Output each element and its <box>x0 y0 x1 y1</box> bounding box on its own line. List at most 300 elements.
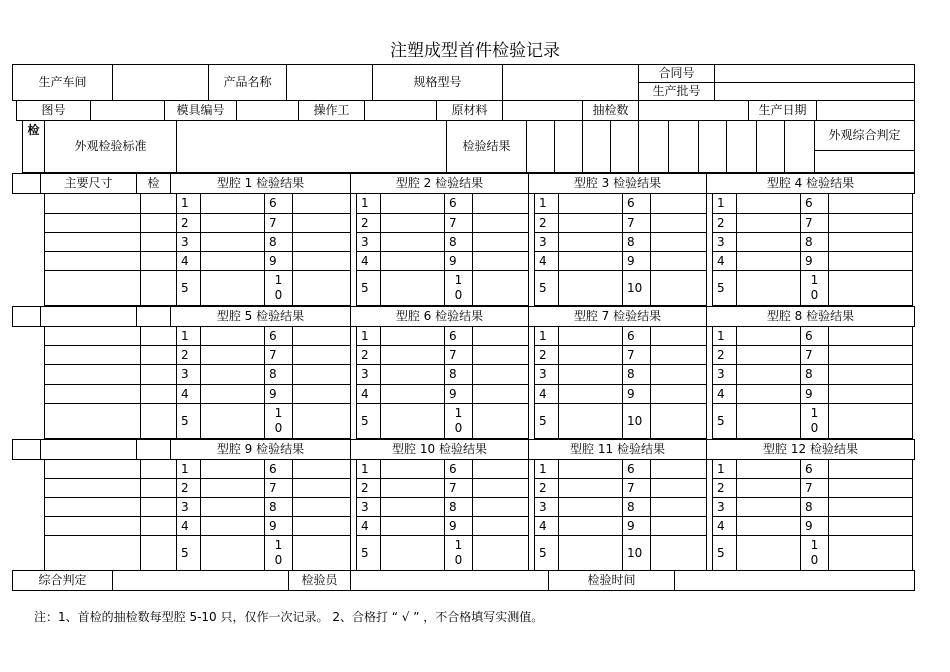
batch-field[interactable] <box>714 82 915 101</box>
sample-value-field[interactable] <box>558 384 623 404</box>
check-field[interactable] <box>140 516 177 536</box>
sample-value-field[interactable] <box>472 345 529 365</box>
sample-index: 1 0 <box>264 403 293 439</box>
overall-judge-label: 综合判定 <box>12 570 113 591</box>
sample-value-field[interactable] <box>558 193 623 214</box>
sample-value-field[interactable] <box>650 478 707 498</box>
appearance-result-box[interactable] <box>726 120 757 173</box>
sample-index: 1 <box>712 193 737 214</box>
sample-value-field[interactable] <box>292 251 351 271</box>
sample-index: 5 <box>534 535 559 571</box>
sample-index: 9 <box>444 251 473 271</box>
cavity-result-title: 型腔 5 检验结果 <box>170 306 351 327</box>
sample-index: 4 <box>356 384 381 404</box>
sample-value-field[interactable] <box>200 213 265 233</box>
sample-index: 8 <box>264 232 293 252</box>
sample-value-field[interactable] <box>472 364 529 385</box>
check-field[interactable] <box>140 535 177 571</box>
sample-index: 4 <box>712 384 737 404</box>
sample-value-field[interactable] <box>380 364 445 385</box>
check-field[interactable] <box>140 326 177 346</box>
sample-index: 7 <box>264 478 293 498</box>
sample-value-field[interactable] <box>380 232 445 252</box>
sample-value-field[interactable] <box>200 403 265 439</box>
sample-index: 10 <box>622 403 651 439</box>
sample-index: 4 <box>534 384 559 404</box>
sample-index: 6 <box>800 326 829 346</box>
sample-index: 1 <box>712 326 737 346</box>
sample-index: 1 <box>712 459 737 479</box>
appearance-result-label: 检验结果 <box>446 120 527 173</box>
sample-value-field[interactable] <box>650 497 707 517</box>
drawing-label: 图号 <box>16 100 91 121</box>
sample-index: 4 <box>712 516 737 536</box>
sample-index: 7 <box>800 213 829 233</box>
sample-value-field[interactable] <box>200 326 265 346</box>
sample-value-field[interactable] <box>558 535 623 571</box>
sample-value-field[interactable] <box>736 478 801 498</box>
sample-value-field[interactable] <box>200 193 265 214</box>
check-field[interactable] <box>140 497 177 517</box>
sample-value-field[interactable] <box>650 193 707 214</box>
workshop-field[interactable] <box>112 64 209 101</box>
sample-value-field[interactable] <box>736 364 801 385</box>
sample-index: 5 <box>712 403 737 439</box>
appearance-standard-label: 外观检验标准 <box>44 120 177 173</box>
sample-index: 8 <box>622 497 651 517</box>
sample-value-field[interactable] <box>828 326 913 346</box>
sample-index: 7 <box>264 345 293 365</box>
sample-value-field[interactable] <box>736 270 801 306</box>
sample-value-field[interactable] <box>292 459 351 479</box>
check-field[interactable] <box>140 478 177 498</box>
sample-index: 9 <box>622 516 651 536</box>
sample-value-field[interactable] <box>200 459 265 479</box>
sample-value-field[interactable] <box>472 516 529 536</box>
cavity-result-title: 型腔 6 检验结果 <box>350 306 529 327</box>
sample-index: 1 <box>176 326 201 346</box>
sample-value-field[interactable] <box>828 345 913 365</box>
main-size-field[interactable] <box>44 516 141 536</box>
main-size-field[interactable] <box>44 345 141 365</box>
sample-value-field[interactable] <box>200 364 265 385</box>
date-label: 生产日期 <box>748 100 817 121</box>
main-size-field[interactable] <box>44 270 141 306</box>
sample-index: 9 <box>622 384 651 404</box>
sample-index: 6 <box>444 326 473 346</box>
sample-value-field[interactable] <box>472 497 529 517</box>
sample-value-field[interactable] <box>292 516 351 536</box>
check-field[interactable] <box>140 403 177 439</box>
sample-value-field[interactable] <box>558 251 623 271</box>
cavity-result-title: 型腔 8 检验结果 <box>706 306 915 327</box>
sample-value-field[interactable] <box>828 384 913 404</box>
sample-index: 5 <box>712 535 737 571</box>
batch-label: 生产批号 <box>638 82 715 101</box>
sample-index: 10 <box>622 270 651 306</box>
sample-index: 4 <box>356 251 381 271</box>
cavity-result-title: 型腔 12 检验结果 <box>706 439 915 460</box>
contract-field[interactable] <box>714 64 915 83</box>
sample-value-field[interactable] <box>650 232 707 252</box>
cavity-result-title: 型腔 10 检验结果 <box>350 439 529 460</box>
sample-index: 1 0 <box>444 270 473 306</box>
main-size-field[interactable] <box>44 326 141 346</box>
sample-value-field[interactable] <box>736 384 801 404</box>
inspector-field[interactable] <box>350 570 549 591</box>
sample-index: 2 <box>356 213 381 233</box>
sample-value-field[interactable] <box>828 403 913 439</box>
sample-value-field[interactable] <box>650 326 707 346</box>
sample-value-field[interactable] <box>292 478 351 498</box>
sample-index: 3 <box>356 364 381 385</box>
sample-value-field[interactable] <box>380 345 445 365</box>
sample-value-field[interactable] <box>380 403 445 439</box>
sample-index: 3 <box>712 364 737 385</box>
sample-index: 6 <box>264 193 293 214</box>
sample-index: 9 <box>800 251 829 271</box>
sample-index: 9 <box>264 516 293 536</box>
sample-value-field[interactable] <box>472 326 529 346</box>
sample-value-field[interactable] <box>558 364 623 385</box>
sample-value-field[interactable] <box>828 478 913 498</box>
sample-index: 4 <box>356 516 381 536</box>
sample-index: 8 <box>444 497 473 517</box>
sample-value-field[interactable] <box>736 459 801 479</box>
sample-value-field[interactable] <box>736 251 801 271</box>
main-size-field[interactable] <box>44 384 141 404</box>
sample-value-field[interactable] <box>292 403 351 439</box>
sample-value-field[interactable] <box>828 364 913 385</box>
sample-index: 4 <box>534 516 559 536</box>
sample-index: 8 <box>444 232 473 252</box>
sample-value-field[interactable] <box>472 193 529 214</box>
sample-value-field[interactable] <box>558 516 623 536</box>
sample-index: 7 <box>264 213 293 233</box>
sample-index: 1 <box>176 459 201 479</box>
sample-index: 7 <box>622 213 651 233</box>
sample-value-field[interactable] <box>472 459 529 479</box>
sample-index: 3 <box>176 232 201 252</box>
check-field[interactable] <box>140 364 177 385</box>
sample-value-field[interactable] <box>828 497 913 517</box>
sample-index: 2 <box>356 478 381 498</box>
sample-index: 3 <box>712 497 737 517</box>
sample-index: 1 <box>356 326 381 346</box>
main-size-field[interactable] <box>44 213 141 233</box>
drawing-field[interactable] <box>90 100 165 121</box>
sample-index: 7 <box>800 345 829 365</box>
sample-index: 8 <box>444 364 473 385</box>
sample-value-field[interactable] <box>736 232 801 252</box>
sample-value-field[interactable] <box>292 232 351 252</box>
cavity-result-title: 型腔 2 检验结果 <box>350 173 529 194</box>
sample-value-field[interactable] <box>380 478 445 498</box>
sample-value-field[interactable] <box>472 213 529 233</box>
sample-value-field[interactable] <box>828 459 913 479</box>
sample-value-field[interactable] <box>736 345 801 365</box>
main-size-field[interactable] <box>44 535 141 571</box>
material-field[interactable] <box>502 100 583 121</box>
product-name-label: 产品名称 <box>208 64 287 101</box>
sample-value-field[interactable] <box>558 326 623 346</box>
sample-value-field[interactable] <box>380 193 445 214</box>
appearance-result-box[interactable] <box>554 120 583 173</box>
main-size-field[interactable] <box>44 403 141 439</box>
sample-value-field[interactable] <box>828 251 913 271</box>
sample-value-field[interactable] <box>558 478 623 498</box>
sample-value-field[interactable] <box>472 270 529 306</box>
sample-value-field[interactable] <box>380 213 445 233</box>
sample-index: 1 <box>534 193 559 214</box>
main-size-field[interactable] <box>44 478 141 498</box>
sample-index: 6 <box>264 326 293 346</box>
sample-value-field[interactable] <box>292 497 351 517</box>
sample-value-field[interactable] <box>380 459 445 479</box>
sample-value-field[interactable] <box>828 232 913 252</box>
date-field[interactable] <box>816 100 915 121</box>
spec-field[interactable] <box>502 64 639 101</box>
sample-value-field[interactable] <box>472 535 529 571</box>
check-field[interactable] <box>140 213 177 233</box>
cavity-result-title: 型腔 9 检验结果 <box>170 439 351 460</box>
sample-value-field[interactable] <box>380 516 445 536</box>
sample-value-field[interactable] <box>650 213 707 233</box>
sample-value-field[interactable] <box>380 251 445 271</box>
sample-index: 9 <box>800 516 829 536</box>
sample-index: 9 <box>622 251 651 271</box>
sample-value-field[interactable] <box>736 193 801 214</box>
sample-value-field[interactable] <box>200 232 265 252</box>
mold-field[interactable] <box>236 100 299 121</box>
sample-index: 1 0 <box>800 403 829 439</box>
sample-value-field[interactable] <box>650 345 707 365</box>
main-size-header <box>40 439 137 460</box>
dim-index-header <box>12 306 41 327</box>
check-field[interactable] <box>140 232 177 252</box>
sample-index: 2 <box>356 345 381 365</box>
sample-index: 6 <box>800 459 829 479</box>
sample-value-field[interactable] <box>650 364 707 385</box>
appearance-result-box[interactable] <box>668 120 699 173</box>
check-field[interactable] <box>140 251 177 271</box>
inspection-time-field[interactable] <box>674 570 915 591</box>
sample-value-field[interactable] <box>558 232 623 252</box>
sample-index: 9 <box>444 384 473 404</box>
sample-index: 10 <box>622 535 651 571</box>
sample-value-field[interactable] <box>650 516 707 536</box>
check-field[interactable] <box>140 459 177 479</box>
main-size-field[interactable] <box>44 251 141 271</box>
sample-index: 6 <box>622 326 651 346</box>
sample-value-field[interactable] <box>292 364 351 385</box>
appearance-result-box[interactable] <box>784 120 815 173</box>
sample-value-field[interactable] <box>828 516 913 536</box>
check-field[interactable] <box>140 384 177 404</box>
sample-index: 1 <box>176 193 201 214</box>
sample-index: 5 <box>176 403 201 439</box>
sample-index: 6 <box>264 459 293 479</box>
sample-index: 7 <box>622 478 651 498</box>
sample-value-field[interactable] <box>292 270 351 306</box>
sample-value-field[interactable] <box>650 535 707 571</box>
appearance-standard-field[interactable] <box>176 120 447 173</box>
sample-index: 8 <box>264 364 293 385</box>
sample-index: 3 <box>534 497 559 517</box>
sample-value-field[interactable] <box>736 497 801 517</box>
sample-index: 1 0 <box>444 403 473 439</box>
sample-index: 1 0 <box>800 270 829 306</box>
sample-value-field[interactable] <box>200 497 265 517</box>
appearance-result-box[interactable] <box>582 120 611 173</box>
sample-index: 7 <box>444 213 473 233</box>
sample-value-field[interactable] <box>828 213 913 233</box>
check-char: 检 <box>22 120 45 173</box>
overall-judge-field[interactable] <box>112 570 289 591</box>
contract-label: 合同号 <box>638 64 715 83</box>
sample-index: 4 <box>176 516 201 536</box>
main-size-field[interactable] <box>44 232 141 252</box>
sample-index: 6 <box>622 459 651 479</box>
inspector-label: 检验员 <box>288 570 351 591</box>
sample-index: 3 <box>356 497 381 517</box>
sample-index: 3 <box>534 232 559 252</box>
sample-value-field[interactable] <box>736 535 801 571</box>
sample-value-field[interactable] <box>558 270 623 306</box>
sample-value-field[interactable] <box>828 270 913 306</box>
sample-value-field[interactable] <box>380 384 445 404</box>
sample-index: 6 <box>622 193 651 214</box>
sample-value-field[interactable] <box>650 251 707 271</box>
operator-label: 操作工 <box>298 100 365 121</box>
spec-label: 规格型号 <box>372 64 503 101</box>
sample-value-field[interactable] <box>828 193 913 214</box>
appearance-result-box[interactable] <box>610 120 639 173</box>
sample-value-field[interactable] <box>472 478 529 498</box>
main-size-field[interactable] <box>44 497 141 517</box>
sample-index: 5 <box>356 403 381 439</box>
sample-index: 2 <box>712 213 737 233</box>
sample-index: 2 <box>176 478 201 498</box>
sample-value-field[interactable] <box>200 478 265 498</box>
sample-index: 9 <box>800 384 829 404</box>
operator-field[interactable] <box>364 100 437 121</box>
sample-value-field[interactable] <box>380 535 445 571</box>
sample-value-field[interactable] <box>828 535 913 571</box>
sample-value-field[interactable] <box>472 403 529 439</box>
sample-value-field[interactable] <box>472 251 529 271</box>
sample-value-field[interactable] <box>200 535 265 571</box>
check-header <box>136 439 171 460</box>
cavity-result-title: 型腔 3 检验结果 <box>528 173 707 194</box>
appearance-judge-field[interactable] <box>814 150 915 173</box>
sample-index: 4 <box>176 251 201 271</box>
cavity-result-title: 型腔 4 检验结果 <box>706 173 915 194</box>
check-field[interactable] <box>140 270 177 306</box>
sample-value-field[interactable] <box>380 326 445 346</box>
appearance-result-box[interactable] <box>638 120 669 173</box>
sample-index: 4 <box>176 384 201 404</box>
sample-value-field[interactable] <box>292 193 351 214</box>
dim-index-header <box>12 173 41 194</box>
sample-value-field[interactable] <box>558 497 623 517</box>
sample-index: 7 <box>622 345 651 365</box>
sample-index: 5 <box>712 270 737 306</box>
sample-value-field[interactable] <box>380 497 445 517</box>
sample-value-field[interactable] <box>200 251 265 271</box>
sample-index: 1 <box>534 459 559 479</box>
sample-index: 6 <box>800 193 829 214</box>
sample-index: 8 <box>622 232 651 252</box>
sample-value-field[interactable] <box>650 384 707 404</box>
inspection-time-label: 检验时间 <box>548 570 675 591</box>
sample-value-field[interactable] <box>380 270 445 306</box>
sample-value-field[interactable] <box>200 270 265 306</box>
sample-value-field[interactable] <box>292 384 351 404</box>
sample-value-field[interactable] <box>292 213 351 233</box>
sample-value-field[interactable] <box>472 384 529 404</box>
sample-index: 1 0 <box>444 535 473 571</box>
main-size-field[interactable] <box>44 459 141 479</box>
appearance-result-box[interactable] <box>526 120 555 173</box>
sample-value-field[interactable] <box>292 345 351 365</box>
sample-index: 9 <box>264 251 293 271</box>
appearance-result-box[interactable] <box>756 120 785 173</box>
sample-index: 2 <box>712 345 737 365</box>
sample-value-field[interactable] <box>558 403 623 439</box>
main-size-field[interactable] <box>44 364 141 385</box>
dim-index-header <box>12 439 41 460</box>
sample-index: 3 <box>176 497 201 517</box>
sample-value-field[interactable] <box>200 384 265 404</box>
mold-label: 模具编号 <box>164 100 237 121</box>
sample-index: 1 <box>356 193 381 214</box>
sample-index: 2 <box>176 345 201 365</box>
sample-index: 1 <box>534 326 559 346</box>
sample-index: 2 <box>176 213 201 233</box>
sample-index: 5 <box>356 270 381 306</box>
sample-value-field[interactable] <box>558 459 623 479</box>
sample-value-field[interactable] <box>558 345 623 365</box>
sample-index: 8 <box>800 232 829 252</box>
sample-index: 9 <box>444 516 473 536</box>
main-size-label: 主要尺寸 <box>40 173 137 194</box>
sample-value-field[interactable] <box>650 270 707 306</box>
sample-value-field[interactable] <box>200 516 265 536</box>
sample-value-field[interactable] <box>558 213 623 233</box>
product-name-field[interactable] <box>286 64 373 101</box>
sample-value-field[interactable] <box>472 232 529 252</box>
check-field[interactable] <box>140 193 177 214</box>
sample-value-field[interactable] <box>650 459 707 479</box>
sample-index: 8 <box>800 364 829 385</box>
appearance-result-box[interactable] <box>698 120 727 173</box>
sample-value-field[interactable] <box>736 516 801 536</box>
sample-index: 5 <box>534 270 559 306</box>
sample-value-field[interactable] <box>292 326 351 346</box>
main-size-field[interactable] <box>44 193 141 214</box>
sample-value-field[interactable] <box>200 345 265 365</box>
sample-value-field[interactable] <box>650 403 707 439</box>
sample-value-field[interactable] <box>736 326 801 346</box>
workshop-label: 生产车间 <box>12 64 113 101</box>
sample-field[interactable] <box>638 100 749 121</box>
sample-value-field[interactable] <box>292 535 351 571</box>
cavity-result-title: 型腔 11 检验结果 <box>528 439 707 460</box>
sample-value-field[interactable] <box>736 213 801 233</box>
check-field[interactable] <box>140 345 177 365</box>
sample-value-field[interactable] <box>736 403 801 439</box>
